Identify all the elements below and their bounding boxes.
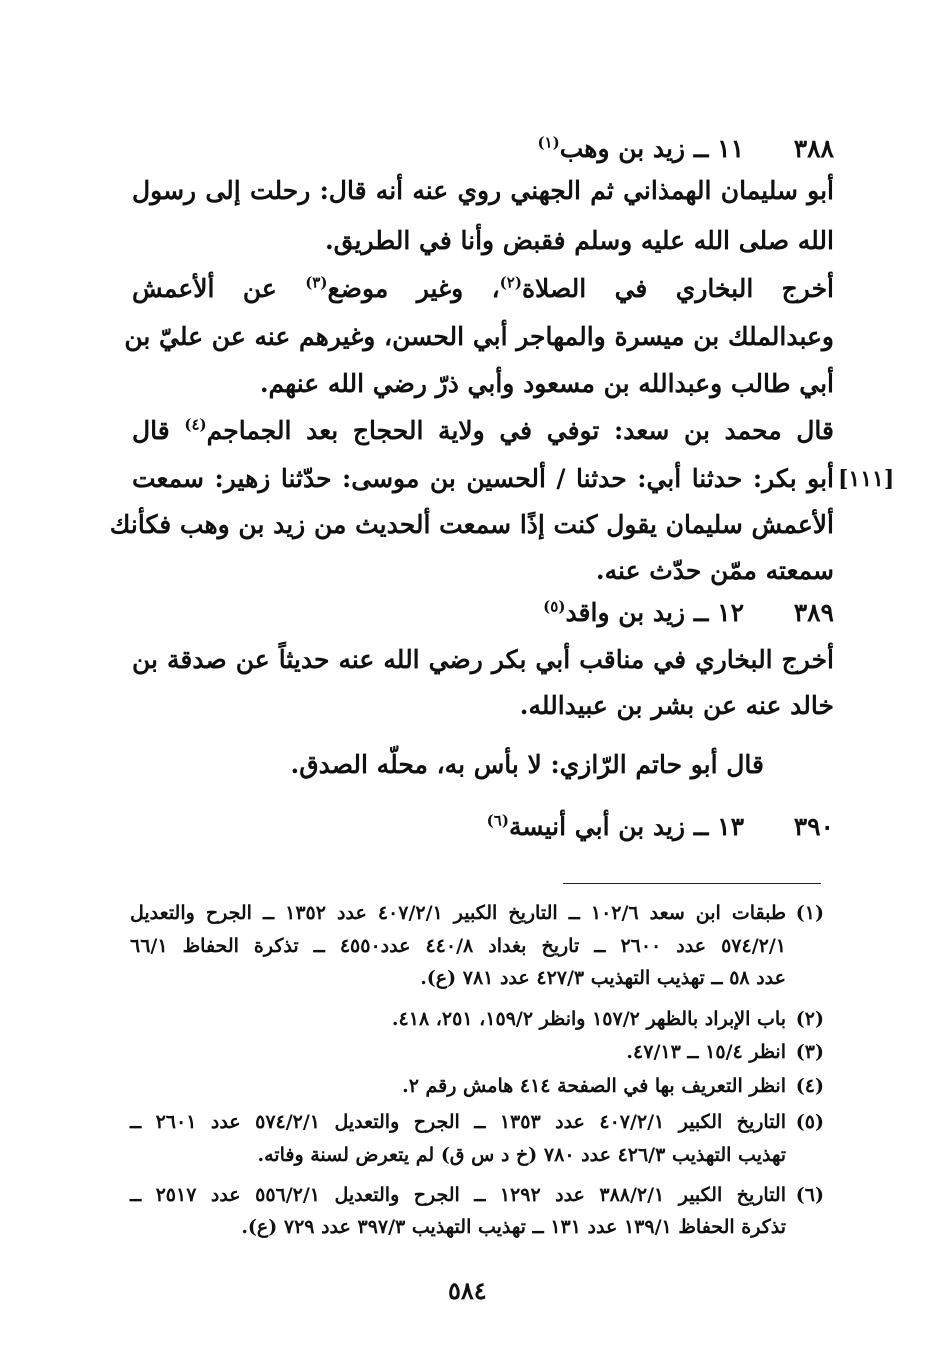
body-line: خالد عنه عن بشر بن عبيدالله. (519, 691, 834, 720)
body-line: وعبدالملك بن ميسرة والمهاجر أبي الحسن، وغيرهم عنه عن عليّ بن (124, 322, 834, 351)
footnote-line: عدد ٥٨ ــ تهذيب التهذيب ٤٢٧/٣ عدد ٧٨١ (ع). (420, 967, 786, 989)
body-line: قال أبو حاتم الرّازي: لا بأس به، محلّه الصدق. (290, 750, 764, 779)
entry-number: ٣٨٨ (793, 134, 834, 163)
body-line: سمعته ممّن حدّث عنه. (595, 556, 834, 585)
body-text: قال (132, 416, 185, 445)
entry-number: ٣٩٠ (793, 812, 834, 841)
body-line: أخرج البخاري في مناقب أبي بكر رضي الله عنه حديثاً عن صدقة بن (132, 645, 834, 674)
entry-title (537, 133, 744, 163)
body-line: ألأعمش سليمان يقول كنت إذًا سمعت ألحديث من زيد بن وهب فكأنك (109, 510, 834, 539)
footnote-line: طبقات ابن سعد ١٠٢/٦ ــ التاريخ الكبير ٤٠٧/٢/١ عدد ١٣٥٢ ــ الجرح والتعديل (130, 902, 786, 924)
footnote-number: (٢) (795, 1008, 824, 1030)
entry-title-text: ١١ ــ زيد بن وهب (559, 134, 744, 163)
entry-heading-388 (114, 133, 834, 166)
footnote-5 (130, 1113, 824, 1137)
body-line (132, 273, 834, 303)
footnote-number: (٤) (795, 1075, 824, 1097)
body-line: أبو بكر: حدثنا أبي: حدثنا / ألحسين بن موسى: حدّثنا زهير: سمعت (132, 464, 834, 493)
margin-page-reference: [١١١] (838, 466, 895, 492)
page-number: ٥٨٤ (448, 1276, 487, 1305)
entry-title-text: ١٣ ــ زيد بن أبي أنيسة (508, 812, 744, 841)
footnote-number: (٥) (795, 1111, 824, 1133)
footnote-2 (130, 1010, 824, 1034)
body-text: أخرج البخاري في الصلاة (521, 274, 834, 303)
footnote-separator (563, 883, 821, 884)
body-line (132, 415, 834, 445)
footnote-4 (130, 1077, 824, 1101)
footnote-line: تهذيب التهذيب ٤٢٦/٣ عدد ٧٨٠ (خ د س ق) لم يتعرض لسنة وفاته. (257, 1144, 786, 1166)
entry-title (543, 597, 744, 627)
footnote-1 (130, 904, 824, 928)
footnote-line: انظر ١٥/٤ ــ ٤٧/١٣. (626, 1041, 786, 1063)
footnote-6 (130, 1186, 824, 1210)
body-text: عن ألأعمش (132, 274, 306, 303)
entry-title-text: ١٢ ــ زيد بن واقد (565, 598, 744, 627)
footnote-number: (١) (795, 902, 824, 924)
body-text: ، وغير موضع (327, 274, 500, 303)
entry-number: ٣٨٩ (793, 598, 834, 627)
body-line: الله صلى الله عليه وسلم فقبض وأنا في الطريق. (324, 226, 834, 255)
footnote-mark: (١) (537, 133, 560, 152)
footnote-line: التاريخ الكبير ٤٠٧/٢/١ عدد ١٣٥٣ ــ الجرح والتعديل ٥٧٤/٢/١ عدد ٢٦٠١ ــ (130, 1111, 787, 1133)
footnote-line: التاريخ الكبير ٣٨٨/٢/١ عدد ١٢٩٢ ــ الجرح والتعديل ٥٥٦/٢/١ عدد ٢٥١٧ ــ (130, 1184, 787, 1206)
body-text: قال محمد بن سعد: توفي في ولاية الحجاج بعد الجماجم (206, 416, 834, 445)
footnote-number: (٦) (795, 1184, 824, 1206)
footnote-line: ٥٧٤/٢/١ عدد ٢٦٠٠ ــ تاريخ بغداد ٤٤٠/٨ عدد٤٥٥٠ ــ تذكرة الحفاظ ٦٦/١ (130, 935, 786, 957)
footnote-line: انظر التعريف بها في الصفحة ٤١٤ هامش رقم ٢. (402, 1075, 786, 1097)
body-line: أبي طالب وعبدالله بن مسعود وأبي ذرّ رضي الله عنهم. (259, 369, 834, 398)
footnote-mark: (٥) (543, 597, 566, 616)
footnote-line: باب الإبراد بالظهر ١٥٧/٢ وانظر ١٥٩/٢، ٢٥١، ٤١٨. (391, 1008, 786, 1030)
entry-heading-390 (114, 811, 834, 844)
footnote-mark: (٦) (486, 811, 509, 830)
footnote-mark: (٤) (184, 415, 207, 434)
footnote-3 (130, 1043, 824, 1067)
footnote-line: تذكرة الحفاظ ١٣٩/١ عدد ١٣١ ــ تهذيب التهذيب ٣٩٧/٣ عدد ٧٢٩ (ع). (241, 1216, 786, 1238)
footnote-mark: (٣) (305, 273, 328, 292)
footnote-mark: (٢) (499, 273, 522, 292)
body-line: أبو سليمان الهمذاني ثم الجهني روي عنه أنه قال: رحلت إلى رسول (132, 176, 834, 205)
entry-heading-389 (114, 597, 834, 630)
entry-title (486, 811, 744, 841)
footnote-number: (٣) (795, 1041, 824, 1063)
